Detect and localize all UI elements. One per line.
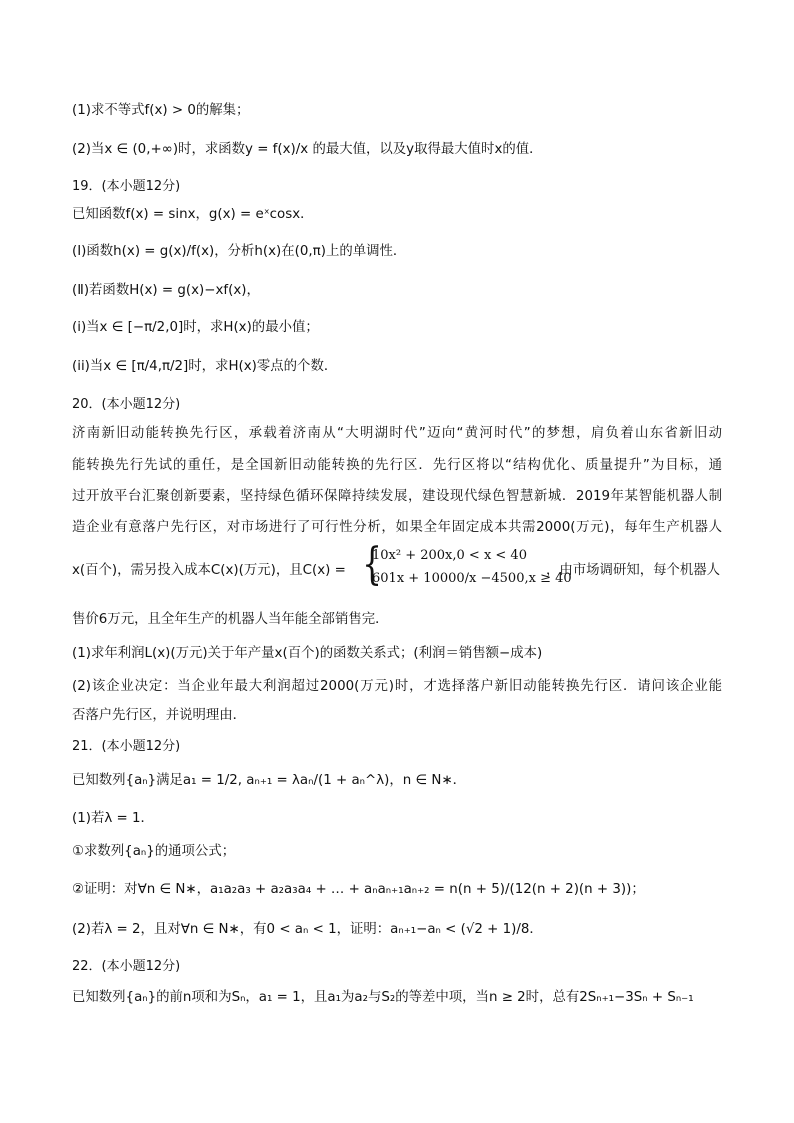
q21-part2: (2)若λ = 2，且对∀n ∈ N∗，有0 < aₙ < 1，证明：aₙ₊₁−aₙ < (√2 + 1)/8． [72, 922, 543, 937]
q21-part1-a: ①求数列{aₙ}的通项公式； [72, 844, 236, 859]
q20-piecewise-cost [72, 539, 732, 593]
q18-part1: (1)求不等式f(x) > 0的解集； [72, 103, 250, 118]
q20-cost-intro: x(百个)，需另投入成本C(x)(万元)，且C(x) = [72, 563, 346, 578]
q21-given: 已知数列{aₙ}满足a₁ = 1/2, aₙ₊₁ = λaₙ/(1 + aₙ^λ)，n ∈ N∗． [72, 773, 467, 788]
q20-paragraph-line: 造企业有意落户先行区，对市场进行了可行性分析，如果全年固定成本共需2000(万元)，每年生产机器人 [72, 520, 722, 535]
q20-paragraph-line: 过开放平台汇聚创新要素，坚持绿色循环保障持续发展，建设现代绿色智慧新城．2019年某智能机器人制 [72, 489, 722, 504]
q20-part1: (1)求年利润L(x)(万元)关于年产量x(百个)的函数关系式；(利润＝销售额−成本) [72, 646, 543, 661]
q19-part2-i: (i)当x ∈ [−π/2,0]时，求H(x)的最小值； [72, 320, 319, 335]
q21-part1: (1)若λ = 1． [72, 811, 154, 826]
q20-heading: 20．(本小题12分) [72, 397, 181, 412]
q20-case-1: 10x² + 200x,0 < x < 40 [372, 548, 527, 563]
q20-paragraph-line: 济南新旧动能转换先行区，承载着济南从“大明湖时代”迈向“黄河时代”的梦想，肩负着山东省新旧动 [72, 426, 722, 441]
q19-part2-ii: (ii)当x ∈ [π/4,π/2]时，求H(x)零点的个数． [72, 359, 338, 374]
q20-cost-outro: ，由市场调研知，每个机器人 [546, 563, 721, 578]
q22-given: 已知数列{aₙ}的前n项和为Sₙ，a₁ = 1，且a₁为a₂与S₂的等差中项，当n ≥ 2时，总有2Sₙ₊₁−3Sₙ + Sₙ₋₁ [72, 990, 694, 1005]
q20-part2-cont: 否落户先行区，并说明理由． [72, 708, 247, 723]
q20-case-2: 601x + 10000/x −4500,x ≥ 40 [372, 571, 572, 586]
q19-part2: (Ⅱ)若函数H(x) = g(x)−xf(x)， [72, 283, 260, 298]
q20-part2: (2)该企业决定：当企业年最大利润超过2000(万元)时，才选择落户新旧动能转换先行区．请问该企业能 [72, 679, 722, 694]
q19-part1: (Ⅰ)函数h(x) = g(x)/f(x)，分析h(x)在(0,π)上的单调性． [72, 244, 407, 259]
q22-heading: 22．(本小题12分) [72, 959, 181, 974]
q19-given: 已知函数f(x) = sinx，g(x) = eˣcosx． [72, 207, 314, 222]
q21-part1-b: ②证明：对∀n ∈ N∗，a₁a₂a₃ + a₂a₃a₄ + … + aₙaₙ₊₁aₙ₊₂ = n(n + 5)/(12(n + 2)(n + 3))； [72, 882, 645, 897]
q20-paragraph-line: 能转换先行先试的重任，是全国新旧动能转换的先行区．先行区将以“结构优化、质量提升”为目标，通 [72, 458, 722, 473]
q18-part2: (2)当x ∈ (0,+∞)时，求函数y = f(x)/x 的最大值，以及y取得最大值时x的值． [72, 142, 543, 157]
q20-paragraph-line: 售价6万元，且全年生产的机器人当年能全部销售完． [72, 612, 389, 627]
q19-heading: 19．(本小题12分) [72, 179, 181, 194]
q21-heading: 21．(本小题12分) [72, 739, 181, 754]
left-brace: { [362, 539, 382, 590]
